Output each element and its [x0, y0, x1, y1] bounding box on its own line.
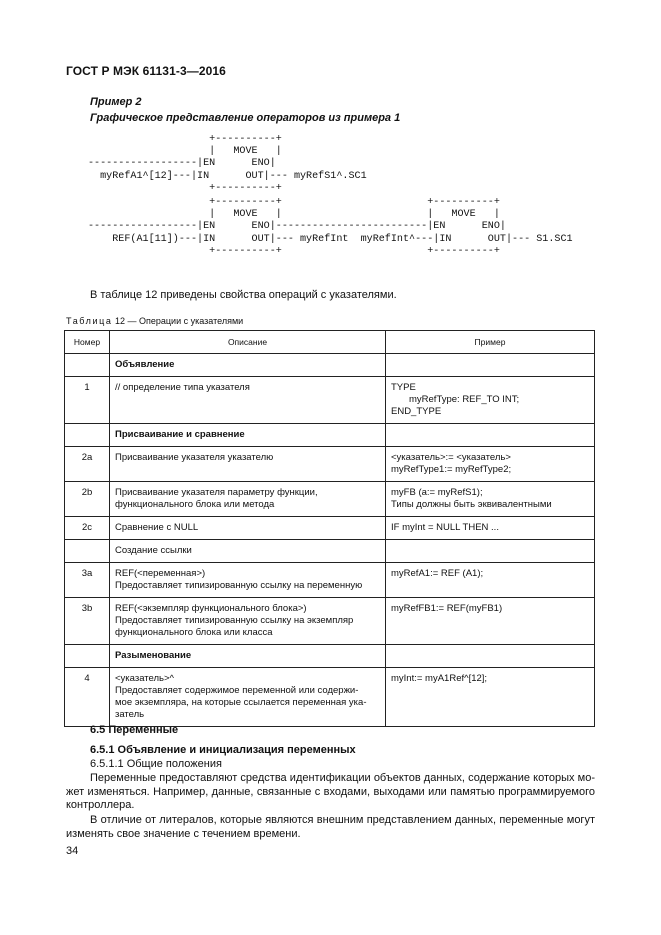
code-diagram-2: +----------+ +----------+ | MOVE | | MOVE | ------------------|EN ENO|-------------------------|EN ENO| REF(A1[11])---|IN OUT|--- myRefInt myRefInt^---|IN OUT|--- S1.SC1 +----------+ +----------+	[88, 197, 573, 257]
code-diagram-1: +----------+ | MOVE | ------------------|EN ENO| myRefA1^[12]---|IN OUT|--- myRefS1^.SC1 +----------+	[88, 134, 367, 194]
header-example: Пример	[386, 331, 595, 354]
row-description: Сравнение с NULL	[110, 517, 386, 540]
table-row	[65, 598, 595, 645]
row-example: <указатель>:= <указатель> myRefType1:= myRefType2;	[386, 447, 595, 482]
section-title: Объявление	[110, 354, 386, 377]
row-example: myInt:= myA1Ref^[12];	[386, 668, 595, 727]
table-row	[65, 668, 595, 727]
row-number: 2b	[65, 482, 110, 517]
section-row	[65, 424, 595, 447]
section-title: Присваивание и сравнение	[110, 424, 386, 447]
intro-paragraph: В таблице 12 приведены свойства операций с указателями.	[90, 289, 397, 301]
section-heading-6-5: 6.5 Переменные	[90, 724, 179, 736]
header-description: Описание	[110, 331, 386, 354]
table-row	[65, 563, 595, 598]
row-description: // определение типа указателя	[110, 377, 386, 424]
body-paragraph-2: В отличие от литералов, которые являются внешним представлением данных, переменные могут изменять свое значение с течением времени.	[66, 814, 595, 840]
table-row	[65, 447, 595, 482]
table-row	[65, 482, 595, 517]
section-heading-6-5-1: 6.5.1 Объявление и инициализация переменных	[90, 744, 356, 756]
row-example: TYPE myRefType: REF_TO INT; END_TYPE	[386, 377, 595, 424]
document-header: ГОСТ Р МЭК 61131-3—2016	[66, 64, 226, 78]
row-example: IF myInt = NULL THEN ...	[386, 517, 595, 540]
body-paragraph-1: Переменные предоставляют средства идентификации объектов данных, содержание которых может изменяться. Например, данные, связанные с входами, выходами или памятью программируемого контроллера.	[66, 772, 595, 812]
section-title: Создание ссылки	[110, 540, 386, 563]
table-caption-prefix: Таблица	[66, 316, 113, 326]
example-title: Графическое представление операторов из примера 1	[90, 112, 401, 124]
row-example: myRefFB1:= REF(myFB1)	[386, 598, 595, 645]
operations-table	[64, 330, 595, 727]
row-description: <указатель>^ Предоставляет содержимое переменной или содержи- мое экземпляра, на которые ссылается переменная ука- затель	[110, 668, 386, 727]
section-row	[65, 540, 595, 563]
row-description: Присваивание указателя параметру функции, функционального блока или метода	[110, 482, 386, 517]
page-number: 34	[66, 845, 79, 857]
table-header-row	[65, 331, 595, 354]
row-description: REF(<экземпляр функционального блока>) Предоставляет типизированную ссылку на экземпляр функционального блока или класса	[110, 598, 386, 645]
row-number: 1	[65, 377, 110, 424]
example-label: Пример 2	[90, 96, 142, 108]
section-heading-6-5-1-1: 6.5.1.1 Общие положения	[90, 758, 222, 770]
row-number: 4	[65, 668, 110, 727]
table-caption	[66, 316, 243, 326]
row-number: 3b	[65, 598, 110, 645]
row-example: myFB (a:= myRefS1); Типы должны быть эквивалентными	[386, 482, 595, 517]
row-number: 3a	[65, 563, 110, 598]
row-number: 2c	[65, 517, 110, 540]
table-caption-text: 12 — Операции с указателями	[112, 316, 244, 326]
header-number: Номер	[65, 331, 110, 354]
table-row	[65, 517, 595, 540]
section-row	[65, 645, 595, 668]
row-description: REF(<переменная>) Предоставляет типизированную ссылку на переменную	[110, 563, 386, 598]
section-title: Разыменование	[110, 645, 386, 668]
row-number: 2a	[65, 447, 110, 482]
section-row	[65, 354, 595, 377]
row-description: Присваивание указателя указателю	[110, 447, 386, 482]
table-row	[65, 377, 595, 424]
row-example: myRefA1:= REF (A1);	[386, 563, 595, 598]
